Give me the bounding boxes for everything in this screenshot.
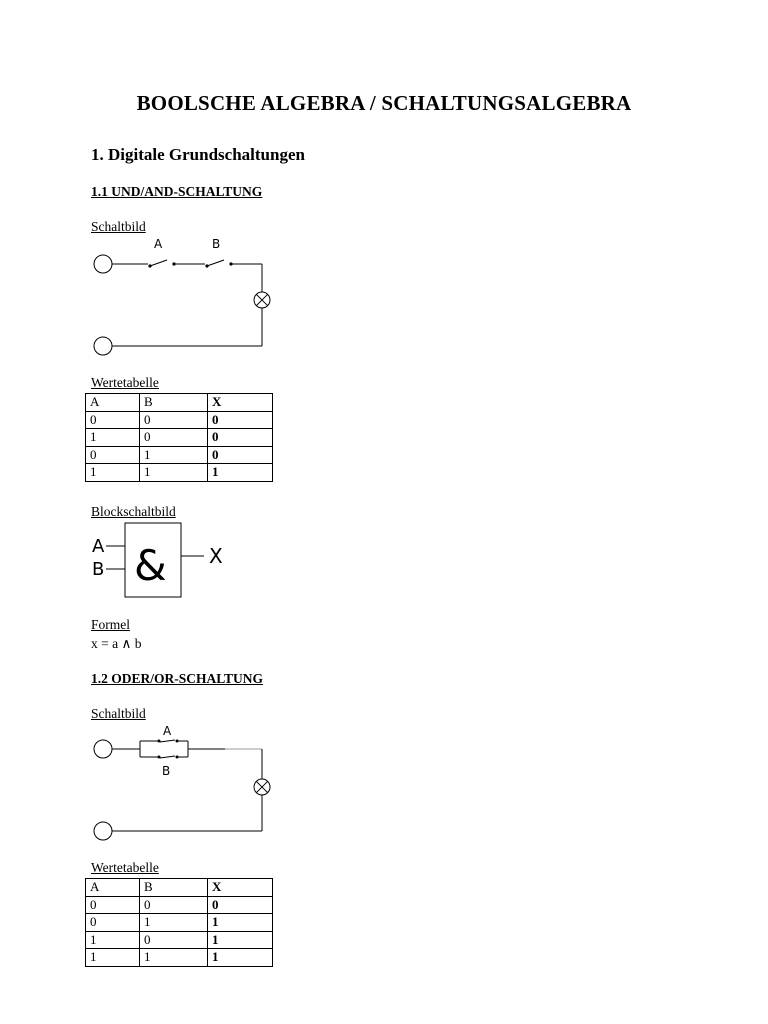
gate-input-b-label: B xyxy=(92,559,105,580)
table-row xyxy=(86,896,273,914)
and-symbol: & xyxy=(134,541,167,590)
table-row xyxy=(86,914,273,932)
cell-a: 1 xyxy=(86,464,140,482)
cell-b: 0 xyxy=(140,411,208,429)
switch-a-icon xyxy=(150,260,167,266)
cell-x: 0 xyxy=(208,429,273,447)
or-section-heading: 1.2 ODER/OR-SCHALTUNG xyxy=(91,671,264,686)
and-gate-block-diagram xyxy=(88,518,238,604)
header-x: X xyxy=(208,394,273,412)
table-row xyxy=(86,446,273,464)
cell-x: 0 xyxy=(208,411,273,429)
cell-x: 1 xyxy=(208,914,273,932)
header-b: B xyxy=(140,394,208,412)
terminal-top-icon xyxy=(94,255,112,273)
cell-a: 0 xyxy=(86,914,140,932)
gate-output-label: X xyxy=(209,544,223,568)
table-row xyxy=(86,411,273,429)
or-wertetabelle-label: Wertetabelle xyxy=(91,860,159,875)
switch-b-icon xyxy=(207,260,224,266)
table-row xyxy=(86,931,273,949)
or-schaltbild-label: Schaltbild xyxy=(91,706,146,721)
cell-a: 1 xyxy=(86,931,140,949)
switch-a-icon xyxy=(160,740,175,742)
header-a: A xyxy=(86,879,140,897)
and-section-heading: 1.1 UND/AND-SCHALTUNG xyxy=(91,184,263,199)
cell-b: 0 xyxy=(140,429,208,447)
table-row xyxy=(86,464,273,482)
switch-a-label: A xyxy=(154,237,163,251)
table-row xyxy=(86,429,273,447)
and-formula: x = a ∧ b xyxy=(91,636,142,651)
cell-x: 1 xyxy=(208,949,273,967)
and-schaltbild-label: Schaltbild xyxy=(91,219,146,234)
table-row xyxy=(86,949,273,967)
and-truth-table xyxy=(85,393,273,482)
or-truth-table xyxy=(85,878,273,967)
and-circuit-diagram xyxy=(85,232,285,362)
header-b: B xyxy=(140,879,208,897)
and-blockschaltbild-label: Blockschaltbild xyxy=(91,504,176,519)
cell-x: 1 xyxy=(208,464,273,482)
cell-a: 0 xyxy=(86,411,140,429)
cell-b: 0 xyxy=(140,931,208,949)
switch-b-icon xyxy=(160,756,175,758)
switch-b-label: B xyxy=(162,764,171,778)
switch-a-label: A xyxy=(163,724,172,738)
cell-a: 1 xyxy=(86,949,140,967)
and-formel-label: Formel xyxy=(91,617,130,632)
cell-x: 0 xyxy=(208,446,273,464)
cell-b: 1 xyxy=(140,949,208,967)
gate-input-a-label: A xyxy=(92,536,105,557)
header-x: X xyxy=(208,879,273,897)
cell-a: 1 xyxy=(86,429,140,447)
cell-x: 0 xyxy=(208,896,273,914)
and-wertetabelle-label: Wertetabelle xyxy=(91,375,159,390)
terminal-top-icon xyxy=(94,740,112,758)
cell-b: 1 xyxy=(140,446,208,464)
cell-x: 1 xyxy=(208,931,273,949)
cell-a: 0 xyxy=(86,896,140,914)
or-circuit-diagram xyxy=(85,718,285,844)
cell-b: 0 xyxy=(140,896,208,914)
terminal-bottom-icon xyxy=(94,337,112,355)
section-heading: 1. Digitale Grundschaltungen xyxy=(91,145,305,164)
switch-b-label: B xyxy=(212,237,221,251)
document-title: BOOLSCHE ALGEBRA / SCHALTUNGSALGEBRA xyxy=(136,91,632,115)
cell-b: 1 xyxy=(140,914,208,932)
table-header-row xyxy=(86,394,273,412)
header-a: A xyxy=(86,394,140,412)
cell-a: 0 xyxy=(86,446,140,464)
cell-b: 1 xyxy=(140,464,208,482)
terminal-bottom-icon xyxy=(94,822,112,840)
table-header-row xyxy=(86,879,273,897)
